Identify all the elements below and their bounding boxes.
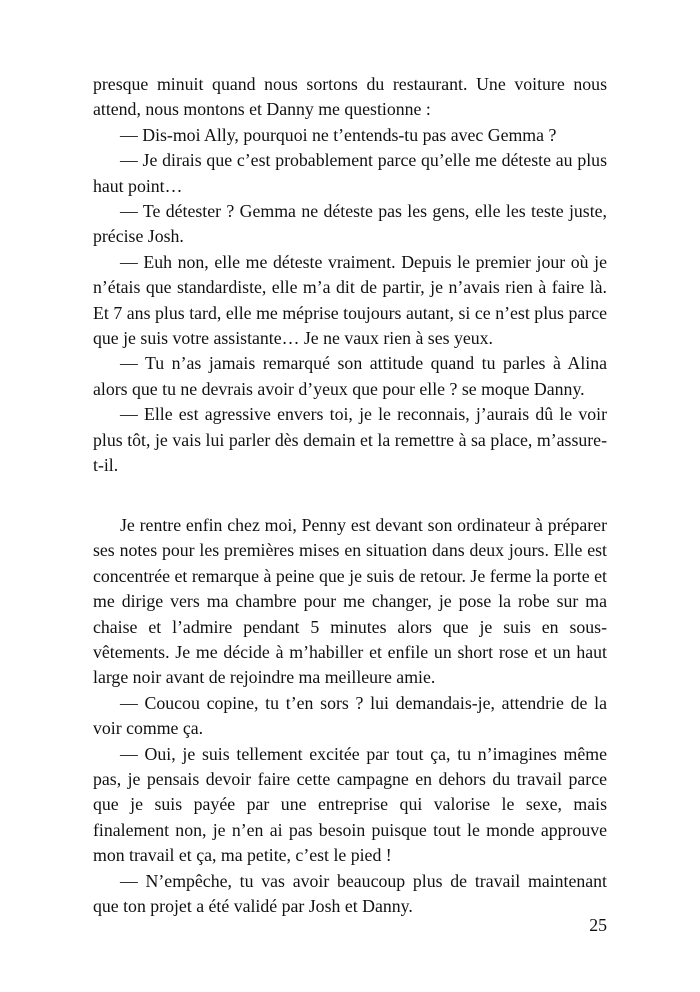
page-number: 25 [589,915,607,935]
dialogue-line: — Te détester ? Gemma ne déteste pas les gens, elle les teste juste, précise Josh. [93,201,607,247]
dialogue-line: — Elle est agressive envers toi, je le reconnais, j’aurais dû le voir plus tôt, je vais lui parler dès demain et la remettre à sa place, m’assure-t-il. [93,404,607,476]
dialogue-line: — Coucou copine, tu t’en sors ? lui demandais-je, attendrie de la voir comme ça. [93,692,607,739]
dialogue-line: — Euh non, elle me déteste vraiment. Depuis le premier jour où je n’étais que standardiste, elle m’a dit de partir, je n’avais rien à faire là. Et 7 ans plus tard, elle me méprise toujours autant, si ce n’est plus parce que je suis votre assistante… Je ne vaux rien à ses yeux. [93,251,607,349]
dialogue-line: — Oui, je suis tellement excitée par tout ça, tu n’imagines même pas, je pensais devoir faire cette campagne en dehors du travail parce que je suis payée par une entreprise qui valorise le sexe, mais finalement non, je n’en ai pas besoin puisque tout le monde approuve mon travail et ça, ma petite, c’est le pied ! [93,743,607,866]
dialogue-line: — Tu n’as jamais remarqué son attitude quand tu parles à Alina alors que tu ne devrais avoir d’yeux que pour elle ? se moque Danny. [93,353,607,399]
text-block-1 [93,72,607,479]
text-block-2 [93,513,607,920]
paragraph: Je rentre enfin chez moi, Penny est devant son ordinateur à préparer ses notes pour les premières mises en situation dans deux jours. Elle est concentrée et remarque à peine que je suis de retour. Je ferme la porte et me dirige vers ma chambre pour me changer, je pose la robe sur ma chaise et l’admire pendant 5 minutes alors que je suis en sous-vêtements. Je me décide à m’habiller et enfile un short rose et un haut large noir avant de rejoindre ma meilleure amie. [93,515,607,688]
dialogue-line: — Je dirais que c’est probablement parce qu’elle me déteste au plus haut point… [93,150,607,196]
paragraph: presque minuit quand nous sortons du restaurant. Une voiture nous attend, nous montons et Danny me questionne : [93,74,607,120]
dialogue-line: — N’empêche, tu vas avoir beaucoup plus de travail maintenant que ton projet a été validé par Josh et Danny. [93,870,607,917]
dialogue-line: — Dis-moi Ally, pourquoi ne t’entends-tu pas avec Gemma ? [120,124,557,145]
